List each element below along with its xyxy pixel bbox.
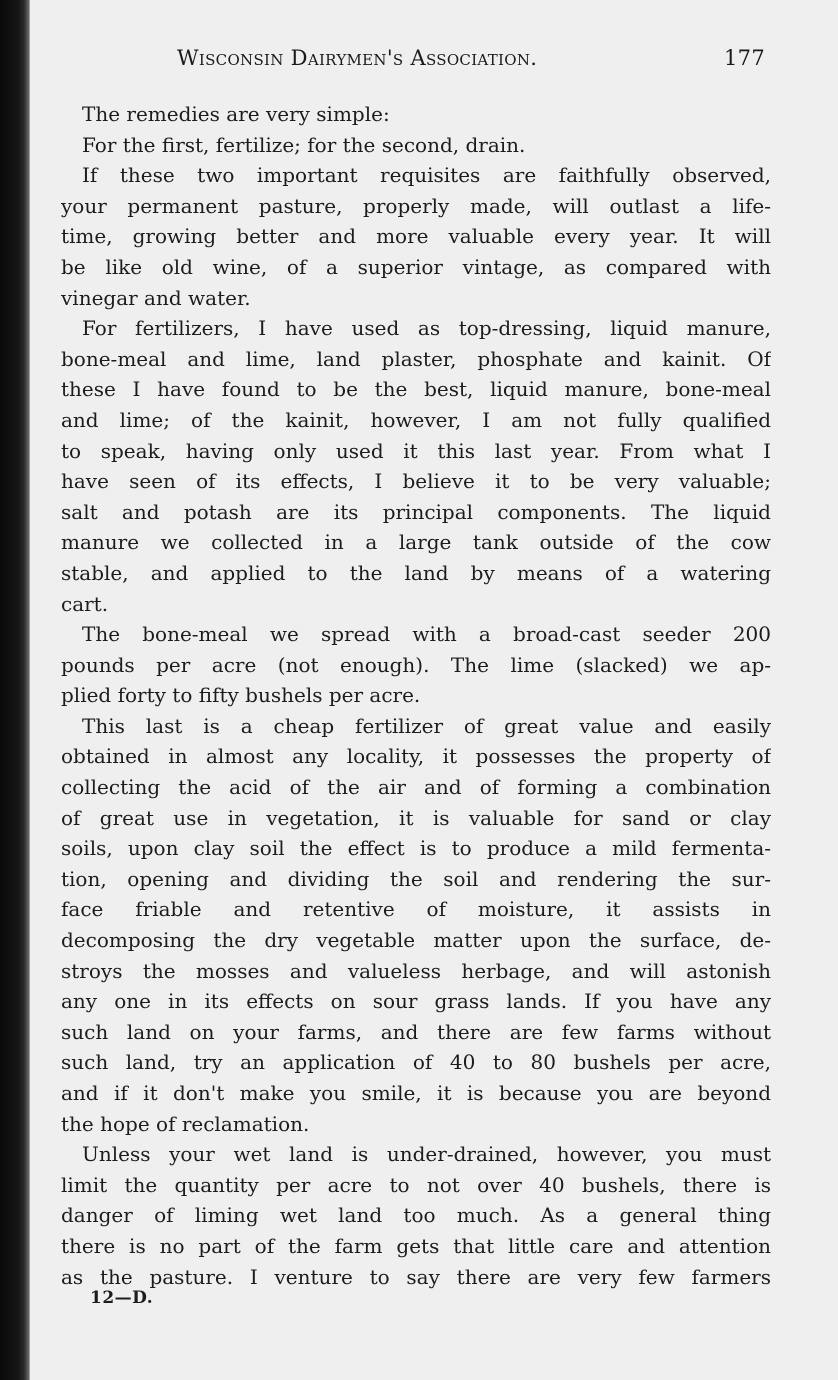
- text-line: have seen of its effects, I believe it to be very valuable;: [61, 469, 771, 494]
- running-header: [61, 46, 771, 76]
- body-text: [61, 99, 771, 1292]
- text-line: the hope of reclamation.: [61, 1111, 310, 1136]
- text-line: salt and potash are its principal components. The liquid: [61, 499, 771, 524]
- text-line: of great use in vegetation, it is valuable for sand or clay: [61, 805, 771, 830]
- running-title: Wisconsin Dairymen's Association.: [177, 46, 538, 70]
- text-line: decomposing the dry vegetable matter upon the surface, de-: [61, 928, 771, 953]
- text-line: face friable and retentive of moisture, it assists in: [61, 897, 771, 922]
- text-line: limit the quantity per acre to not over 40 bushels, there is: [61, 1172, 771, 1197]
- text-line: cart.: [61, 591, 109, 616]
- text-line: and lime; of the kainit, however, I am not fully qualified: [61, 407, 771, 432]
- text-line: vinegar and water.: [61, 285, 251, 310]
- text-line: pounds per acre (not enough). The lime (slacked) we ap-: [61, 652, 771, 677]
- text-line: bone-meal and lime, land plaster, phosphate and kainit. Of: [61, 346, 771, 371]
- text-line: If these two important requisites are faithfully observed,: [82, 163, 771, 188]
- text-line: tion, opening and dividing the soil and rendering the sur-: [61, 866, 771, 891]
- text-line: such land, try an application of 40 to 80 bushels per acre,: [61, 1050, 771, 1075]
- text-line: and if it don't make you smile, it is because you are beyond: [61, 1081, 771, 1105]
- text-line: collecting the acid of the air and of forming a combination: [61, 775, 771, 800]
- text-line: such land on your farms, and there are few farms without: [61, 1019, 771, 1044]
- text-line: be like old wine, of a superior vintage, as compared with: [61, 254, 771, 279]
- text-line: to speak, having only used it this last year. From what I: [61, 438, 771, 463]
- signature-mark: 12—D.: [90, 1288, 154, 1308]
- text-line: obtained in almost any locality, it possesses the property of: [61, 744, 771, 769]
- text-line: there is no part of the farm gets that little care and attention: [61, 1233, 771, 1258]
- text-line: any one in its effects on sour grass lands. If you have any: [61, 989, 771, 1014]
- text-line: soils, upon clay soil the effect is to produce a mild fermenta-: [61, 836, 771, 861]
- text-line: plied forty to fifty bushels per acre.: [61, 683, 421, 708]
- text-line: This last is a cheap fertilizer of great value and easily: [82, 713, 771, 738]
- text-line: Unless your wet land is under-drained, however, you must: [82, 1142, 771, 1167]
- text-line: stable, and applied to the land by means of a watering: [61, 560, 771, 585]
- book-page: [30, 0, 838, 1380]
- text-line: manure we collected in a large tank outside of the cow: [61, 530, 771, 555]
- text-line: For the first, fertilize; for the second, drain.: [82, 132, 526, 157]
- text-line: as the pasture. I venture to say there are very few farmers: [61, 1264, 771, 1289]
- text-line: For fertilizers, I have used as top-dressing, liquid manure,: [82, 316, 771, 341]
- text-line: The bone-meal we spread with a broad-cast seeder 200: [82, 622, 771, 647]
- text-line: these I have found to be the best, liquid manure, bone-meal: [61, 377, 771, 402]
- text-line: The remedies are very simple:: [82, 102, 390, 126]
- page-number: 177: [724, 46, 765, 70]
- text-line: stroys the mosses and valueless herbage, and will astonish: [61, 958, 771, 983]
- text-line: danger of liming wet land too much. As a general thing: [61, 1203, 771, 1228]
- book-spine-shadow: [0, 0, 30, 1380]
- text-line: your permanent pasture, properly made, will outlast a life-: [61, 193, 771, 218]
- text-line: time, growing better and more valuable every year. It will: [61, 224, 771, 249]
